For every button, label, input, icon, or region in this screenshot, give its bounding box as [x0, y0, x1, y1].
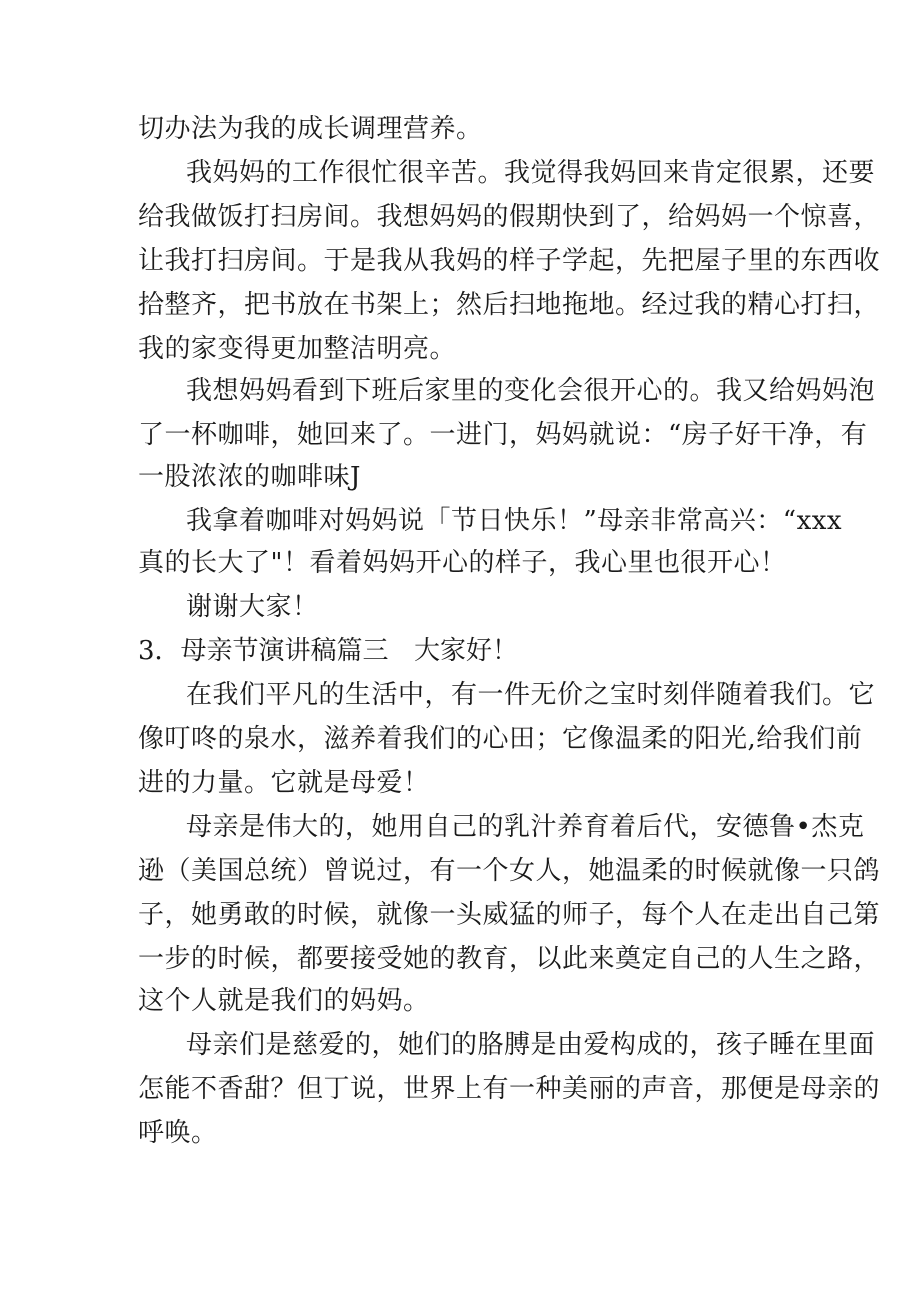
- text-line: 我的家变得更加整洁明亮。: [138, 334, 457, 364]
- paragraph-first-line: 在我们平凡的生活中，有一件无价之宝时刻伴随着我们。它: [186, 680, 876, 710]
- section-heading: 3．母亲节演讲稿篇三: [138, 636, 389, 666]
- closing-line: 谢谢大家！: [186, 592, 319, 622]
- text-line: 了一杯咖啡，她回来了。一进门，妈妈就说：“房子好干净，有: [138, 420, 868, 450]
- text-line: 一步的时候，都要接受她的教育，以此来奠定自己的人生之路，: [138, 944, 881, 974]
- text-line: 子，她勇敢的时候，就像一头威猛的师子，每个人在走出自己第: [138, 900, 881, 930]
- text-line: 像叮咚的泉水，滋养着我们的心田；它像温柔的阳光,给我们前: [138, 724, 863, 754]
- text-line: 进的力量。它就是母爱！: [138, 768, 430, 798]
- text-line: 怎能不香甜？但丁说，世界上有一种美丽的声音，那便是母亲的: [138, 1074, 881, 1104]
- text-line: 一股浓浓的咖啡味J: [138, 462, 361, 492]
- paragraph-first-line: 母亲是伟大的，她用自己的乳汁养育着后代，安德鲁•杰克: [186, 812, 865, 842]
- paragraph-first-line: 母亲们是慈爱的，她们的胳膊是由爱构成的，孩子睡在里面: [186, 1030, 876, 1060]
- paragraph-first-line: 我妈妈的工作很忙很辛苦。我觉得我妈回来肯定很累，还要: [186, 158, 876, 188]
- text-line: 拾整齐，把书放在书架上；然后扫地拖地。经过我的精心打扫，: [138, 290, 881, 320]
- paragraph-first-line: 我想妈妈看到下班后家里的变化会很开心的。我又给妈妈泡: [186, 376, 876, 406]
- text-line: 逊（美国总统）曾说过，有一个女人，她温柔的时候就像一只鸽: [138, 856, 881, 886]
- paragraph-first-line: 我拿着咖啡对妈妈说「节日快乐！”母亲非常高兴：“xxx: [186, 506, 843, 536]
- text-line: 切办法为我的成长调理营养。: [138, 114, 483, 144]
- text-line: 这个人就是我们的妈妈。: [138, 986, 430, 1016]
- text-line: 让我打扫房间。于是我从我妈的样子学起，先把屋子里的东西收: [138, 246, 881, 276]
- greeting: 大家好！: [414, 636, 519, 666]
- text-line: 给我做饭打扫房间。我想妈妈的假期快到了，给妈妈一个惊喜，: [138, 202, 881, 232]
- text-line: 呼唤。: [138, 1118, 218, 1148]
- text-line: 真的长大了"！看着妈妈开心的样子，我心里也很开心！: [138, 548, 787, 578]
